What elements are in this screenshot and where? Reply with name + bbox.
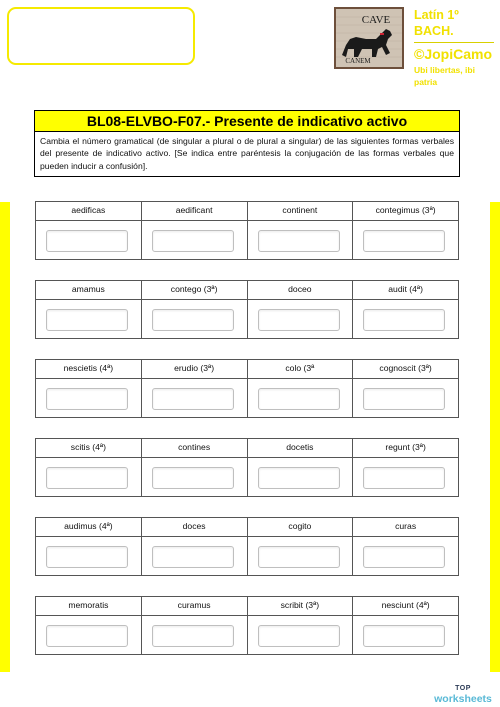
answer-cell: [248, 300, 354, 339]
verb-cell: contines: [142, 439, 248, 457]
left-yellow-bar: [0, 202, 10, 672]
verb-cell: cognoscit (3ª): [379, 363, 432, 373]
answer-cell: [248, 616, 354, 655]
answer-input[interactable]: [363, 625, 445, 647]
answer-cell: [353, 221, 458, 260]
answer-input[interactable]: [46, 388, 128, 410]
answer-cell: [353, 616, 458, 655]
brand-label: ©JopiCamo: [414, 46, 492, 62]
answer-input[interactable]: [363, 309, 445, 331]
answer-input[interactable]: [258, 230, 340, 252]
verb-cell: doces: [142, 518, 248, 536]
verb-cell: cogito: [248, 518, 354, 536]
verb-cell: scitis (4ª): [36, 439, 142, 457]
verb-cell: continent: [248, 202, 354, 220]
footer-top-text: TOP: [455, 685, 471, 692]
exercise-group: [35, 280, 459, 339]
answer-row: [36, 300, 458, 339]
answer-cell: [248, 537, 354, 576]
exercise-group: [35, 201, 459, 260]
answer-input[interactable]: [363, 467, 445, 489]
answer-cell: [142, 458, 248, 497]
answer-cell: [142, 379, 248, 418]
worksheet-title: BL08-ELVBO-F07.- Presente de indicativo activo: [34, 110, 460, 132]
answer-row: [36, 221, 458, 260]
footer-brand-text: worksheets: [434, 693, 492, 705]
answer-input[interactable]: [152, 467, 234, 489]
verb-cell: colo (3ª: [248, 360, 354, 378]
verb-cell: aedificant: [142, 202, 248, 220]
verb-cell: erudio (3ª): [142, 360, 248, 378]
answer-input[interactable]: [46, 230, 128, 252]
exercise-group: [35, 359, 459, 418]
answer-cell: [36, 537, 142, 576]
verb-row: [36, 518, 458, 537]
motto-label: Ubi libertas, ibi patria: [414, 65, 475, 87]
answer-input[interactable]: [46, 546, 128, 568]
answer-row: [36, 537, 458, 576]
verb-cell: memoratis: [36, 597, 142, 615]
verb-cell: curas: [395, 521, 417, 531]
verb-cell: audimus (4ª): [36, 518, 142, 536]
answer-cell: [248, 458, 354, 497]
answer-input[interactable]: [363, 546, 445, 568]
answer-cell: [36, 616, 142, 655]
verb-cell: regunt (3ª): [385, 442, 426, 452]
logo-bottom-text: CANEM: [345, 57, 371, 65]
right-yellow-bar: [490, 202, 500, 672]
answer-input[interactable]: [152, 230, 234, 252]
verb-row: [36, 202, 458, 221]
answer-input[interactable]: [46, 625, 128, 647]
answer-input[interactable]: [363, 230, 445, 252]
verb-cell: contego (3ª): [142, 281, 248, 299]
verb-cell: aedificas: [36, 202, 142, 220]
verb-cell: doceo: [248, 281, 354, 299]
verb-row: [36, 281, 458, 300]
answer-row: [36, 379, 458, 418]
answer-cell: [36, 221, 142, 260]
answer-row: [36, 616, 458, 655]
verb-cell: curamus: [142, 597, 248, 615]
answer-input[interactable]: [152, 546, 234, 568]
answer-row: [36, 458, 458, 497]
answer-cell: [142, 537, 248, 576]
course-label: Latín 1º BACH.: [414, 8, 459, 38]
cave-canem-logo: [334, 7, 404, 69]
exercise-group: [35, 438, 459, 497]
answer-input[interactable]: [152, 309, 234, 331]
verb-row: [36, 360, 458, 379]
header-info: [414, 7, 498, 88]
answer-input[interactable]: [258, 625, 340, 647]
exercise-group: [35, 596, 459, 655]
answer-cell: [36, 458, 142, 497]
verb-cell: nescietis (4ª): [36, 360, 142, 378]
answer-cell: [36, 300, 142, 339]
exercise-group: [35, 517, 459, 576]
answer-cell: [353, 379, 458, 418]
verb-cell: nesciunt (4ª): [381, 600, 430, 610]
answer-input[interactable]: [258, 309, 340, 331]
name-box: [7, 7, 195, 65]
answer-input[interactable]: [258, 388, 340, 410]
logo-top-text: CAVE: [361, 14, 391, 26]
verb-cell: scribit (3ª): [248, 597, 354, 615]
answer-cell: [142, 300, 248, 339]
answer-cell: [248, 379, 354, 418]
verb-cell: docetis: [248, 439, 354, 457]
answer-cell: [142, 616, 248, 655]
instructions: Cambia el número gramatical (de singular a plural o de plural a singular) de las siguientes formas verbales del presente de indicativo activo. [Se indica entre paréntesis la conjugación de las formas verbales que pueden inducir a confusión].: [34, 131, 460, 177]
answer-cell: [353, 458, 458, 497]
answer-input[interactable]: [46, 309, 128, 331]
answer-cell: [248, 221, 354, 260]
answer-cell: [353, 537, 458, 576]
answer-input[interactable]: [258, 546, 340, 568]
header-divider: [414, 42, 494, 43]
answer-input[interactable]: [258, 467, 340, 489]
topworksheets-logo: [430, 685, 496, 705]
answer-input[interactable]: [363, 388, 445, 410]
answer-cell: [353, 300, 458, 339]
verb-cell: amamus: [36, 281, 142, 299]
verb-row: [36, 439, 458, 458]
verb-row: [36, 597, 458, 616]
answer-input[interactable]: [152, 625, 234, 647]
answer-input[interactable]: [152, 388, 234, 410]
answer-input[interactable]: [46, 467, 128, 489]
verb-cell: contegimus (3ª): [375, 205, 436, 215]
verb-cell: audit (4ª): [388, 284, 423, 294]
answer-cell: [36, 379, 142, 418]
answer-cell: [142, 221, 248, 260]
